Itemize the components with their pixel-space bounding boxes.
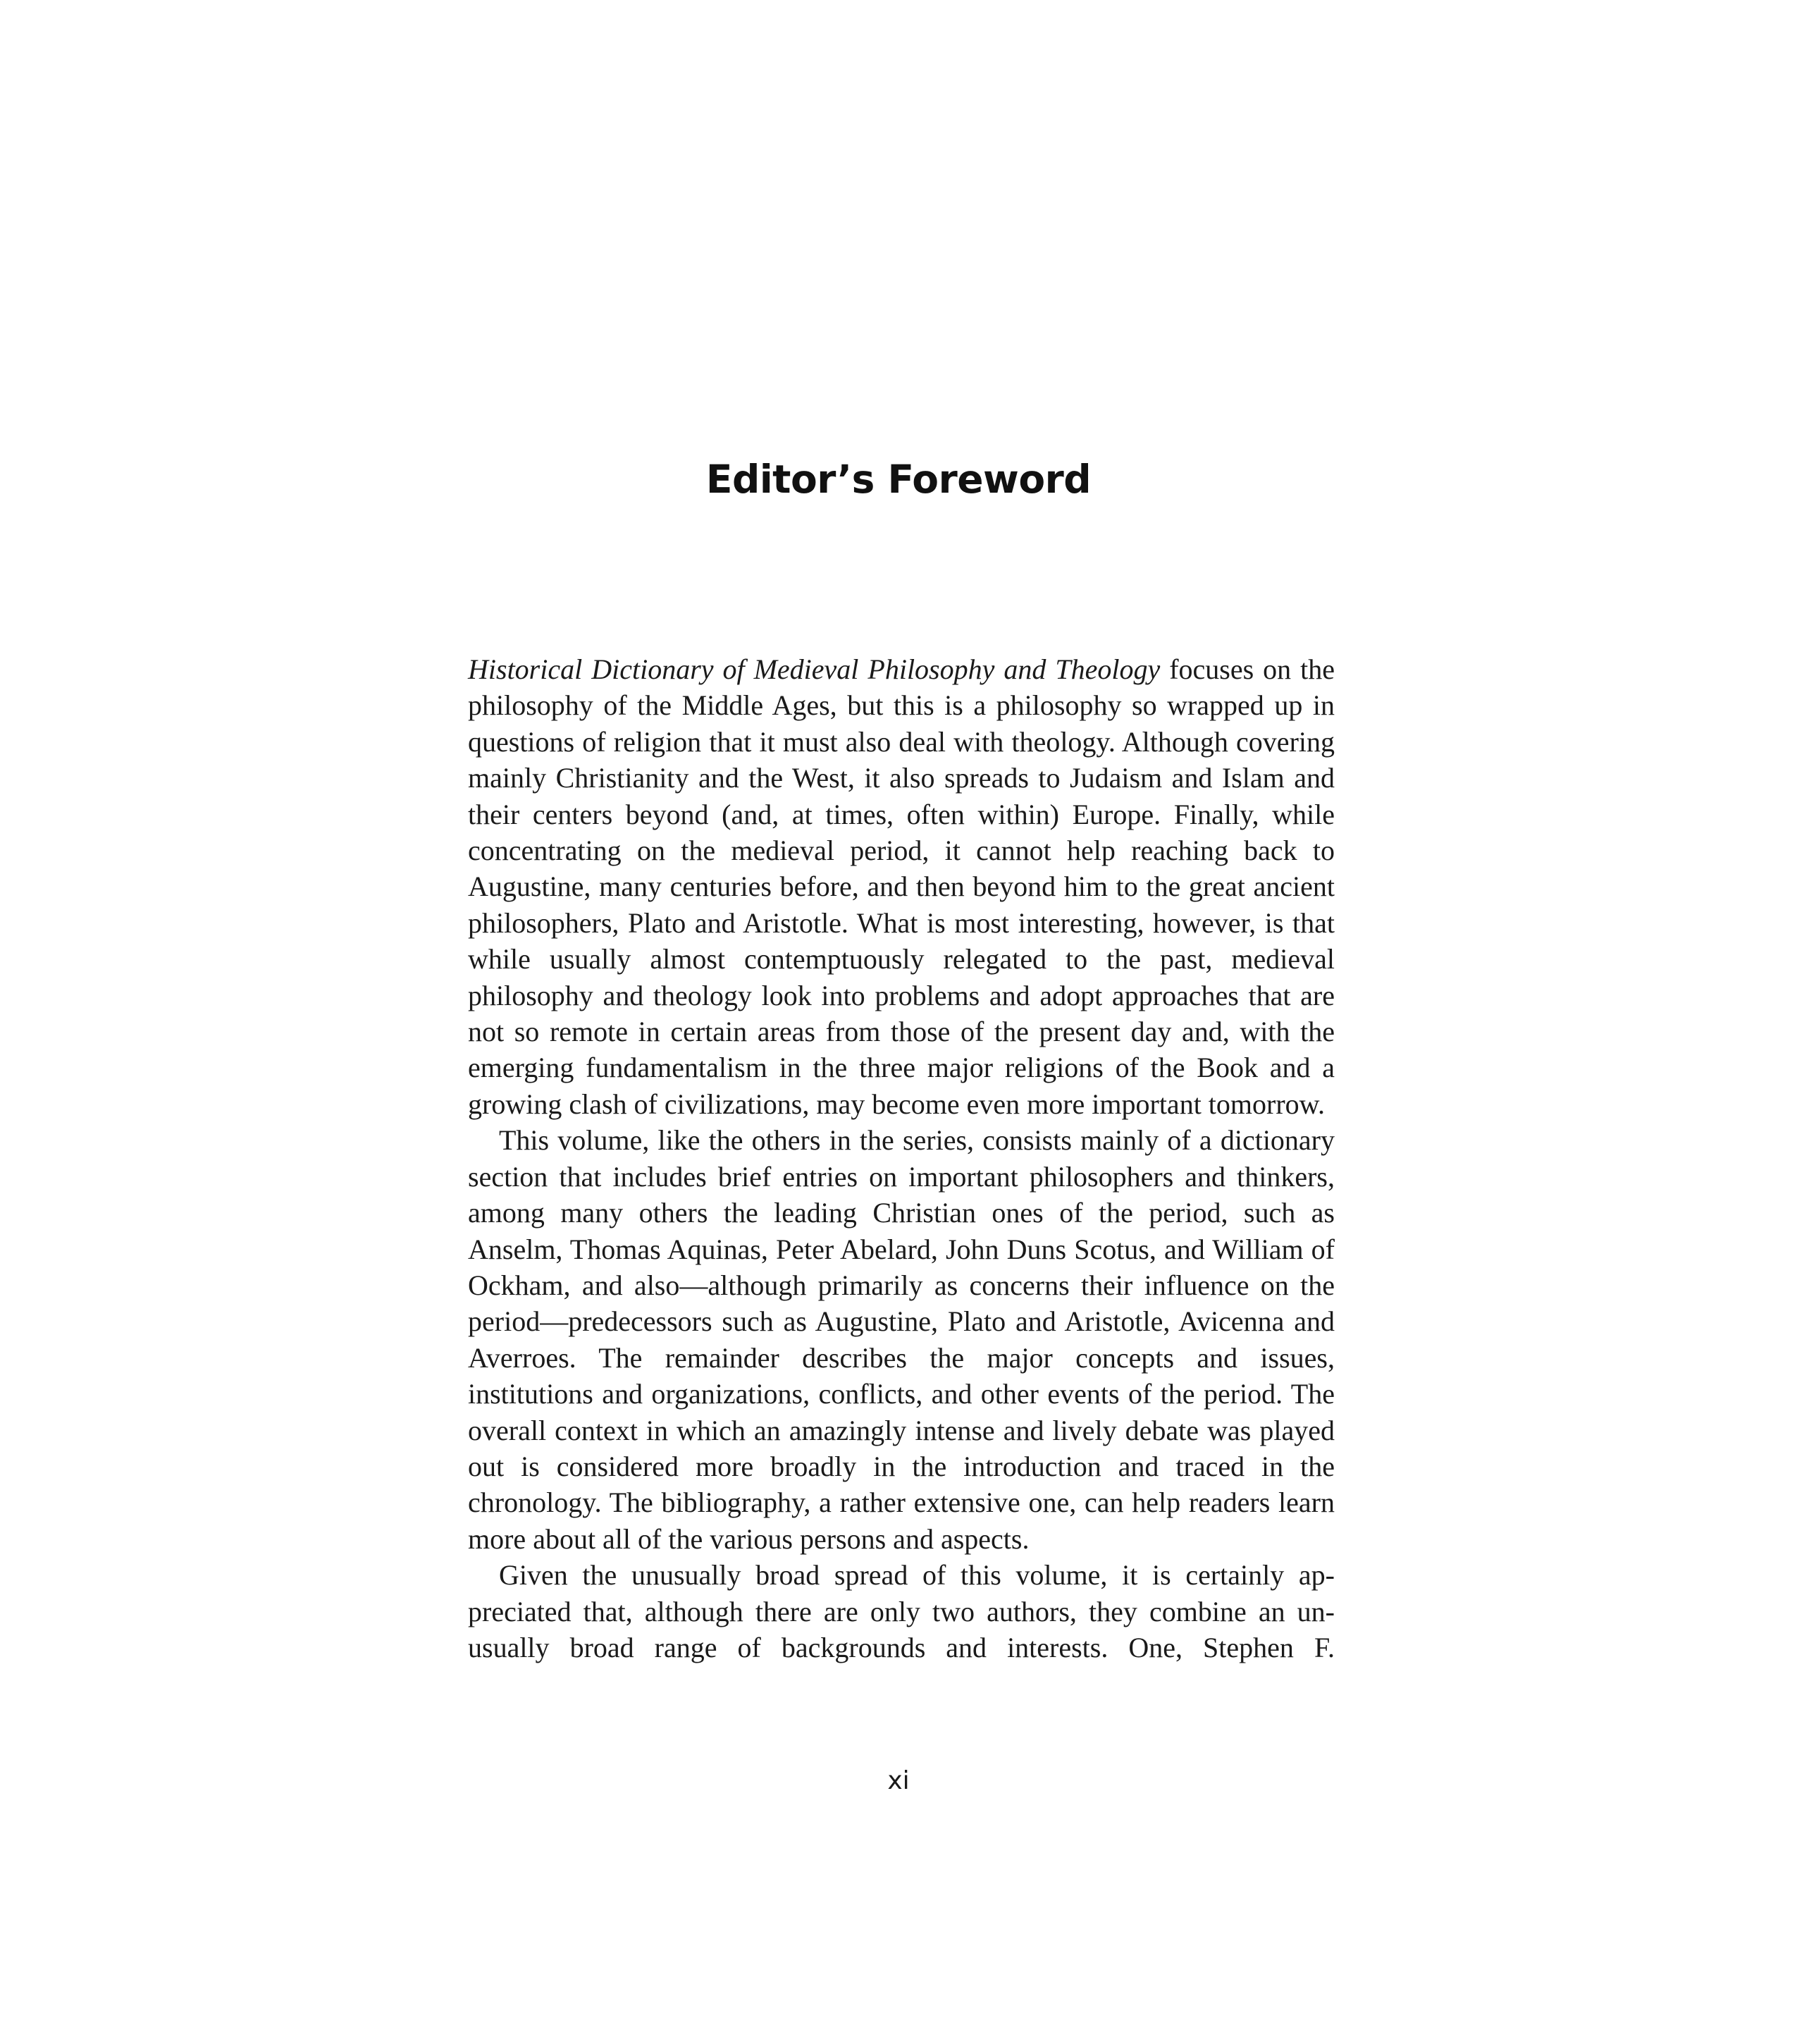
paragraph-1-text: focuses on the philosophy of the Middle Ages, but this is a philosophy so wrapped up in questions of religion that it must also deal with theology. Although covering mainly Christianity and the West, it also spreads to Judaism and Islam and their centers beyond (and, at times, often within) Europe. Finally, while concentrating on the medieval period, it cannot help reaching back to Augustine, many centuries before, and then beyond him to the great ancient philosophers, Plato and Aristotle. What is most interesting, however, is that while usually almost contemptuously relegated to the past, medieval philosophy and theology look into problems and adopt approaches that are not so remote in certain areas from those of the present day and, with the emerging fundamentalism in the three major religions of the Book and a growing clash of civilizations, may become even more important tomorrow. [468, 653, 1335, 1120]
book-title-italic: Historical Dictionary of Medieval Philosophy and Theology [468, 653, 1161, 685]
body-text [468, 651, 1335, 1666]
page-number: xi [887, 1766, 910, 1795]
page-title: Editor’s Foreword [705, 457, 1092, 502]
paragraph-2: This volume, like the others in the series, consists mainly of a dictionary section that includes brief entries on important philosophers and thinkers, among many others the leading Christian ones of the period, such as Anselm, Thomas Aquinas, Peter Abelard, John Duns Scotus, and William of Ockham, and also—although primarily as concerns their influence on the period—predecessors such as Augustine, Plato and Aristotle, Avicenna and Averroes. The remainder describes the major concepts and issues, institutions and organizations, conflicts, and other events of the period. The overall context in which an amazingly intense and lively debate was played out is considered more broadly in the introduction and traced in the chronology. The bibliography, a rather extensive one, can help readers learn more about all of the various persons and aspects. [468, 1124, 1335, 1555]
paragraph-3: Given the unusually broad spread of this volume, it is certainly appreciated that, although there are only two authors, they combine an unusually broad range of backgrounds and interests. One, Stephen F. [468, 1559, 1335, 1663]
paragraph-1 [468, 651, 1335, 1122]
